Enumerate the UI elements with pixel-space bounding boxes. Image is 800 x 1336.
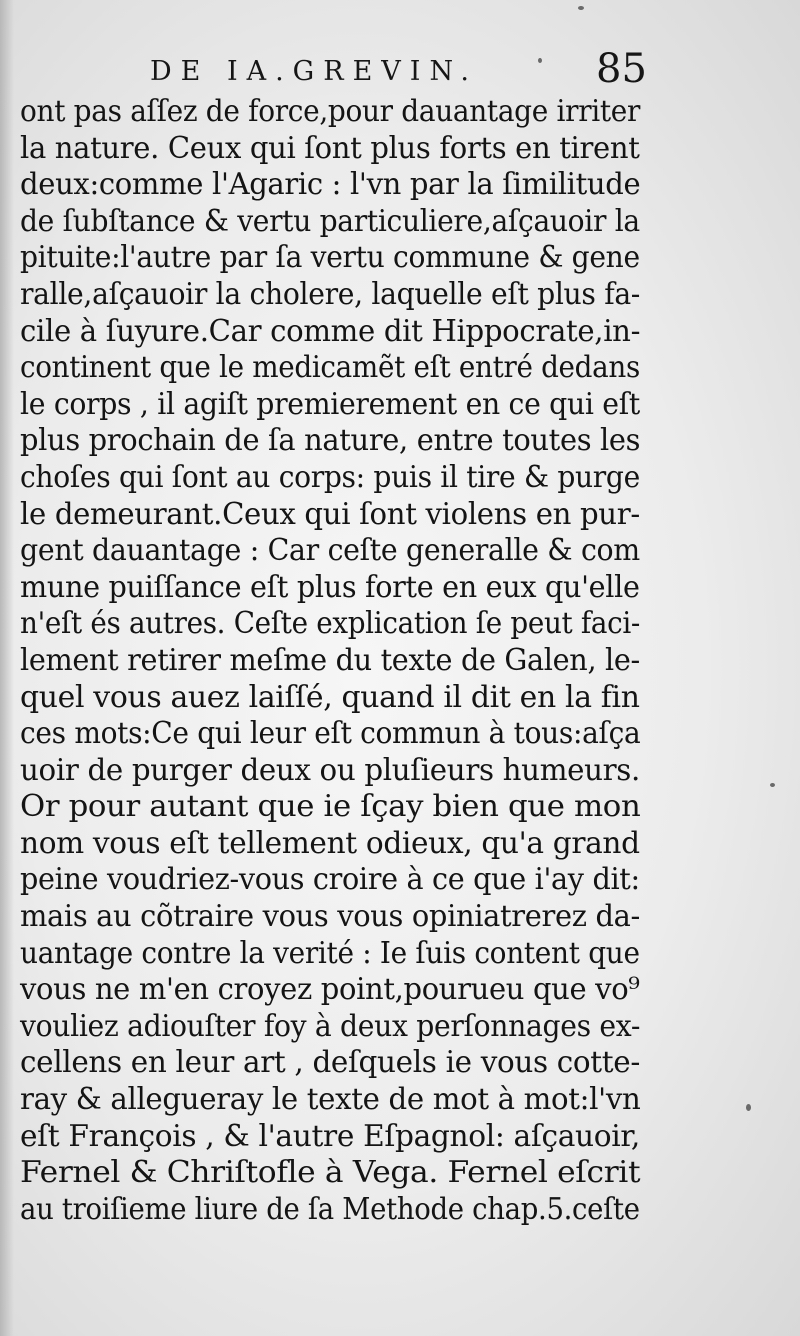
text-line: nom vous eſt tellement odieux, qu'a grand [20, 825, 640, 861]
text-line: plus prochain de ſa nature, entre toutes les [20, 423, 641, 459]
text-line: Fernel & Chriſtofle à Vega. Fernel eſcrit [20, 1155, 641, 1191]
text-line: continent que le medicamẽt eſt entré dedans [20, 350, 640, 386]
text-line: ralle,aſçauoir la cholere, laquelle eſt plus fa- [20, 276, 641, 312]
text-line: ces mots:Ce qui leur eſt commun à tous:aſça [20, 716, 641, 752]
body-text [20, 94, 640, 1228]
text-line: pituite:l'autre par ſa vertu commune & gene [20, 240, 640, 276]
text-line: quel vous auez laiſſé, quand il dit en la fin [20, 679, 640, 715]
text-line: de ſubſtance & vertu particuliere,aſçauoir la [20, 203, 640, 239]
text-line: uoir de purger deux ou pluſieurs humeurs. [20, 752, 640, 788]
text-line: cile à ſuyure.Car comme dit Hippocrate,in- [20, 313, 641, 349]
text-line: choſes qui ſont au corps: puis il tire & purge [20, 459, 640, 495]
text-line: mais au cõtraire vous vous opiniatrerez da- [20, 899, 640, 935]
paper-speck [770, 783, 775, 787]
text-line: Or pour autant que ie ſçay bien que mon [20, 789, 641, 825]
text-line: vous ne m'en croyez point,pourueu que vo⁹ [20, 972, 640, 1008]
paper-speck [538, 58, 542, 63]
paper-speck [578, 6, 584, 10]
text-line: lement retirer meſme du texte de Galen, le- [20, 642, 640, 678]
text-line: gent dauantage : Car ceſte generalle & com [20, 533, 640, 569]
text-line: peine voudriez-vous croire à ce que i'ay dit: [20, 862, 640, 898]
text-line: deux:comme l'Agaric : l'vn par la ſimilitude [20, 167, 641, 203]
text-line: vouliez adiouſter foy à deux perſonnages ex- [20, 1008, 641, 1044]
text-line: cellens en leur art , deſquels ie vous cotte- [20, 1045, 640, 1081]
paper-speck [746, 1104, 751, 1111]
text-line: au troiſieme liure de ſa Methode chap.5.ceſte [20, 1191, 640, 1227]
page-gutter-shadow [0, 0, 14, 1336]
page-number: 85 [596, 46, 647, 92]
text-line: eſt François , & l'autre Eſpagnol: aſçauoir, [20, 1118, 641, 1154]
text-line: ray & allegueray le texte de mot à mot:l'vn [20, 1082, 641, 1118]
text-line: n'eſt és autres. Ceſte explication ſe peut faci- [20, 606, 640, 642]
text-line: mune puiſſance eſt plus forte en eux qu'elle [20, 569, 640, 605]
text-line: le corps , il agiſt premierement en ce qui eſt [20, 386, 640, 422]
running-head: DE IA.GREVIN. [150, 56, 478, 87]
text-line: le demeurant.Ceux qui ſont violens en pur- [20, 496, 640, 532]
text-line: la nature. Ceux qui ſont plus forts en tirent [20, 130, 640, 166]
text-line: uantage contre la verité : Ie ſuis content que [20, 935, 640, 971]
text-line: ont pas aſſez de force,pour dauantage irriter [20, 94, 641, 129]
